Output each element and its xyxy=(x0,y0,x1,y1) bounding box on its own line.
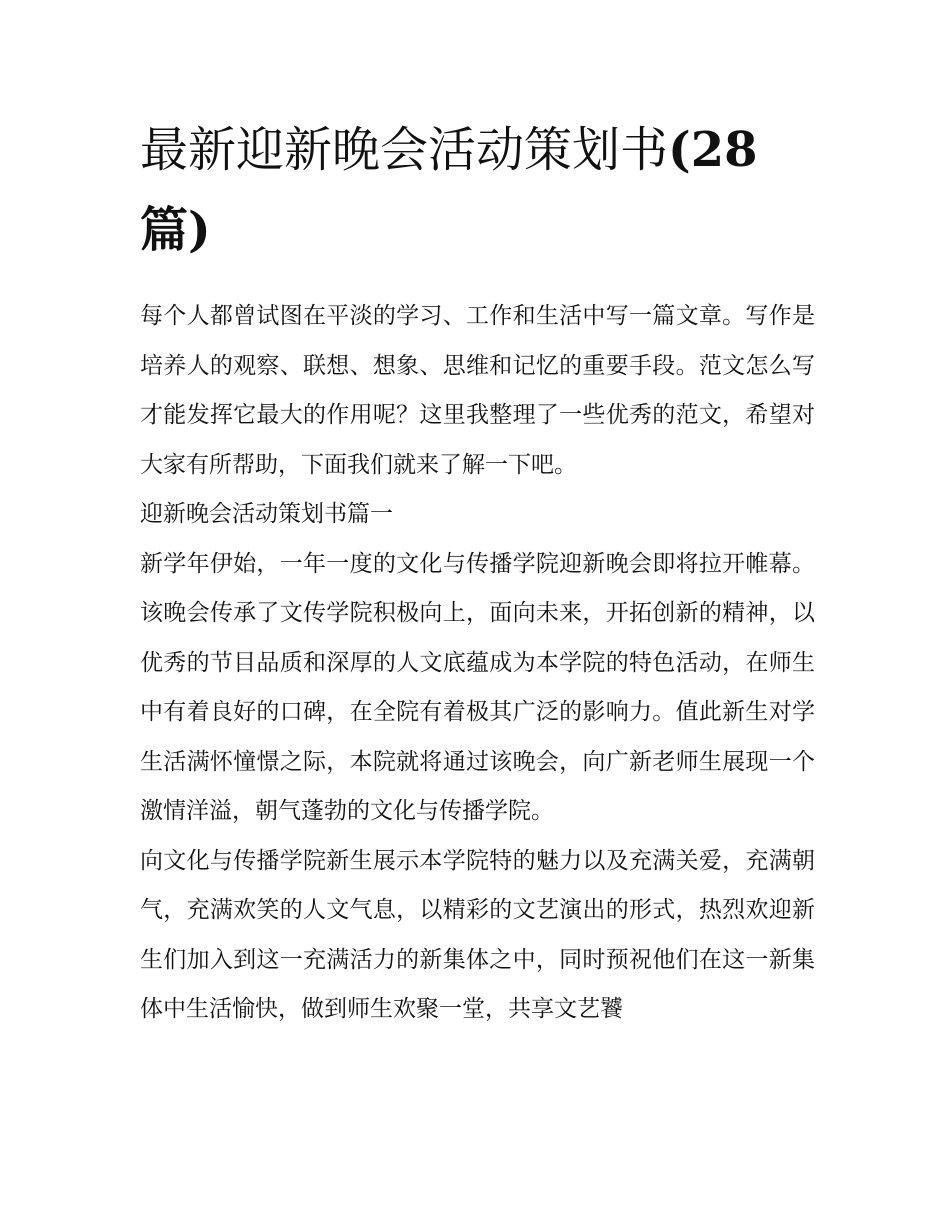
body-paragraph: 向文化与传播学院新生展示本学院特的魅力以及充满关爱，充满朝气，充满欢笑的人文气息，以精彩的文艺演出的形式，热烈欢迎新生们加入到这一充满活力的新集体之中，同时预祝他们在这一新集体中生活愉快，做到师生欢聚一堂，共享文艺饕 xyxy=(140,847,815,1022)
document-title-main: 最新迎新晚会活动策划书 xyxy=(140,122,669,178)
title-spacing xyxy=(140,270,815,292)
document-content xyxy=(140,110,815,1035)
document-title xyxy=(140,110,815,270)
document-title-count: (28篇) xyxy=(140,122,758,258)
intro-paragraph: 每个人都曾试图在平淡的学习、工作和生活中写一篇文章。写作是培养人的观察、联想、想象、思维和记忆的重要手段。范文怎么写才能发挥它最大的作用呢？这里我整理了一些优秀的范文，希望对大家有所帮助，下面我们就来了解一下吧。 xyxy=(140,303,815,478)
section-heading: 迎新晚会活动策划书篇一 xyxy=(140,501,393,527)
body-paragraph: 新学年伊始，一年一度的文化与传播学院迎新晚会即将拉开帷幕。该晚会传承了文传学院积极向上，面向未来，开拓创新的精神，以优秀的节目品质和深厚的人文底蕴成为本学院的特色活动，在师生中有着良好的口碑，在全院有着极其广泛的影响力。值此新生对学生活满怀憧憬之际，本院就将通过该晚会，向广新老师生展现一个激情洋溢，朝气蓬勃的文化与传播学院。 xyxy=(140,550,815,824)
